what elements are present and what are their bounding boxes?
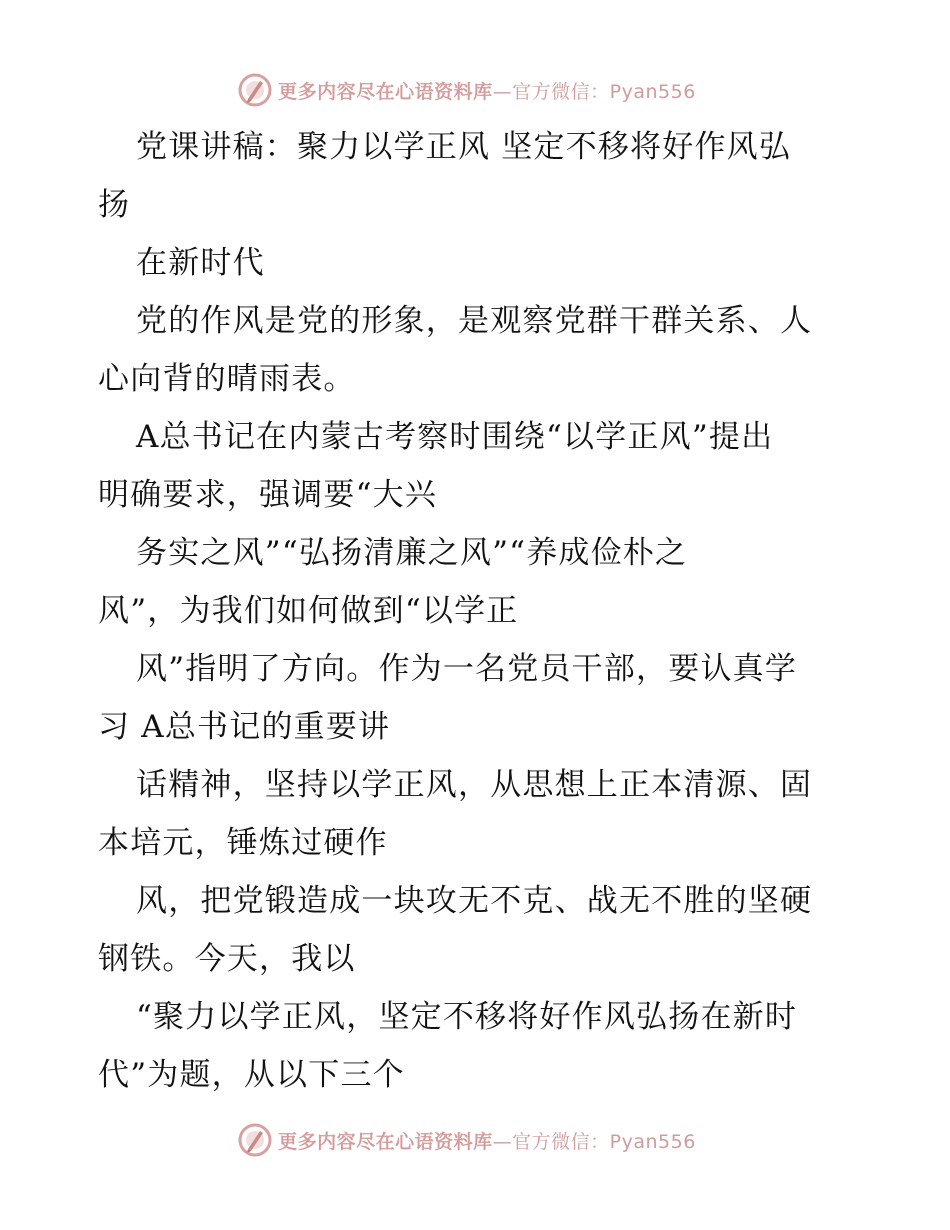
pen-logo-icon bbox=[238, 1123, 272, 1157]
text-line: 党课讲稿：聚力以学正风 坚定不移将好作风弘 bbox=[136, 129, 792, 165]
text-line: 习 A总书记的重要讲 bbox=[98, 709, 391, 745]
text-line: 务实之风”“弘扬清廉之风”“养成俭朴之 bbox=[136, 535, 688, 571]
text-line: 风，把党锻造成一块攻无不克、战无不胜的坚硬 bbox=[136, 883, 813, 919]
header-watermark-banner bbox=[0, 68, 950, 112]
text-line: “聚力以学正风，坚定不移将好作风弘扬在新时 bbox=[136, 999, 798, 1035]
text-line: 风”，为我们如何做到“以学正 bbox=[98, 593, 519, 629]
text-line: 党的作风是党的形象，是观察党群干群关系、人 bbox=[136, 303, 813, 339]
banner-wechat: 官方微信：Pyan556 bbox=[512, 80, 696, 103]
text-line: 扬 bbox=[98, 187, 131, 223]
text-line: A总书记在内蒙古考察时围绕“以学正风”提出 bbox=[136, 419, 774, 455]
banner-lead: 更多内容尽在心语资料库 bbox=[278, 80, 493, 103]
banner-dash: — bbox=[492, 80, 513, 103]
banner-inner bbox=[238, 73, 696, 107]
text-line: 明确要求，强调要“大兴 bbox=[98, 477, 438, 513]
banner-wechat: 官方微信：Pyan556 bbox=[512, 1130, 696, 1153]
text-line: 本培元，锤炼过硬作 bbox=[98, 825, 388, 861]
text-line: 话精神，坚持以学正风，从思想上正本清源、固 bbox=[136, 767, 813, 803]
footer-watermark-banner bbox=[0, 1118, 950, 1162]
document-body bbox=[98, 118, 858, 1104]
banner-lead: 更多内容尽在心语资料库 bbox=[278, 1130, 493, 1153]
text-line: 风”指明了方向。作为一名党员干部，要认真学 bbox=[136, 651, 798, 687]
banner-text bbox=[278, 77, 696, 104]
text-line: 在新时代 bbox=[136, 245, 265, 281]
pen-logo-icon bbox=[238, 73, 272, 107]
banner-inner bbox=[238, 1123, 696, 1157]
text-line: 钢铁。今天，我以 bbox=[98, 941, 356, 977]
text-line: 代”为题，从以下三个 bbox=[98, 1057, 405, 1093]
banner-dash: — bbox=[492, 1130, 513, 1153]
banner-text bbox=[278, 1127, 696, 1154]
text-line: 心向背的晴雨表。 bbox=[98, 361, 356, 397]
